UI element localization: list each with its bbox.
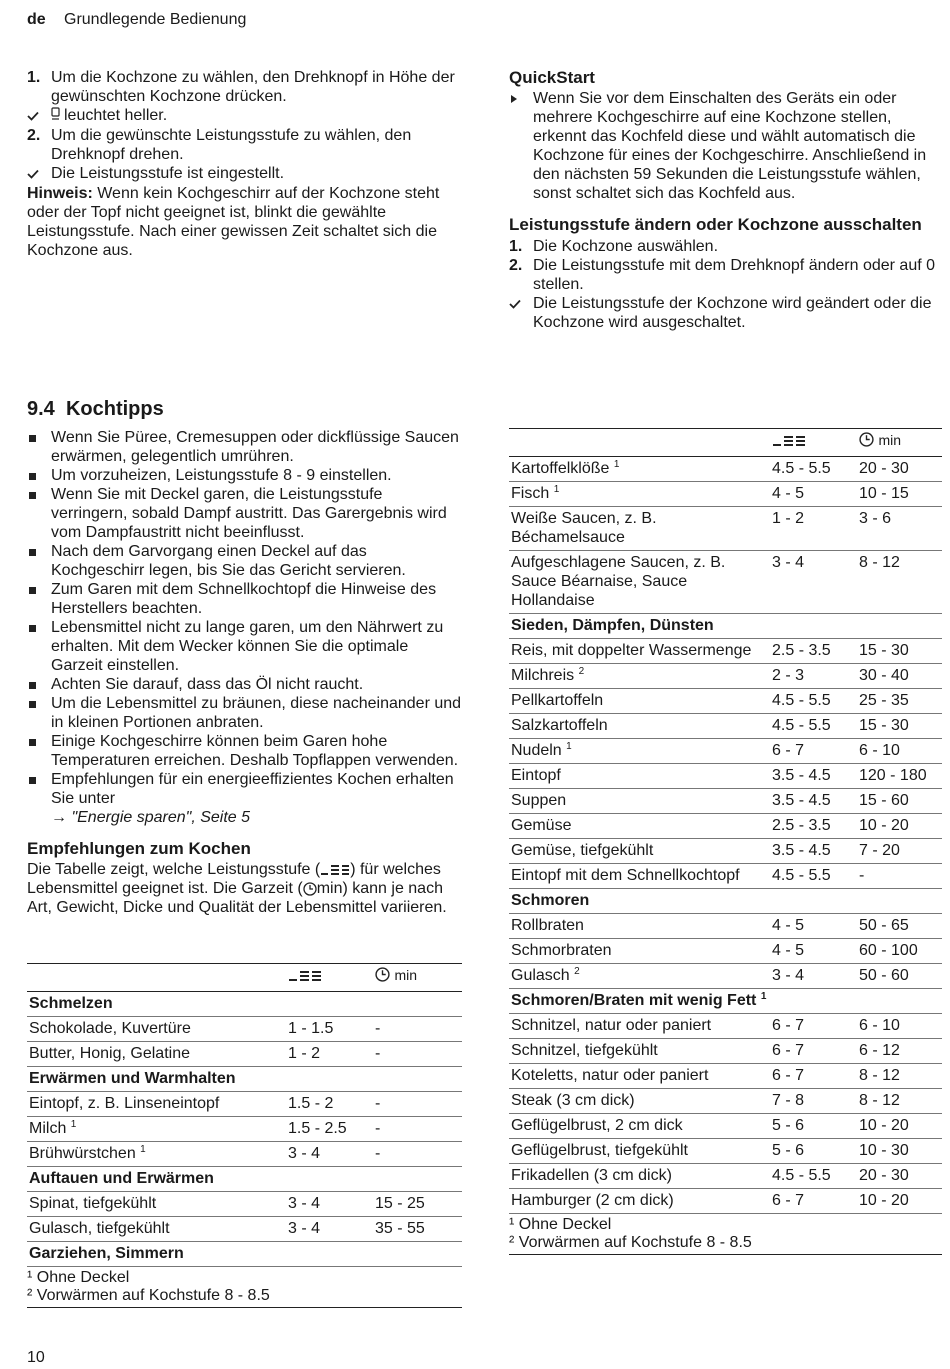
- tips-list: [27, 428, 463, 917]
- power-level-cell: 6 - 7: [770, 1064, 857, 1089]
- cooking-time-cell: 120 - 180: [857, 764, 942, 789]
- power-level-cell: 3 - 4: [770, 551, 857, 614]
- change-level-heading: Leistungsstufe ändern oder Kochzone ausschalten: [509, 215, 922, 234]
- table-row: Milchreis $^2$ 2 - 3 30 - 40: [509, 664, 942, 689]
- power-level-cell: 3 - 4: [770, 964, 857, 989]
- table-section-row: Auftauen und Erwärmen: [27, 1167, 462, 1192]
- food-cell: Frikadellen (3 cm dick): [511, 1167, 672, 1184]
- change-step-1: 1. Die Kochzone auswählen.: [509, 238, 719, 255]
- table-row: [27, 1092, 462, 1117]
- square-bullet-icon: [27, 618, 51, 675]
- cooking-time-cell: -: [373, 1092, 462, 1117]
- power-level-cell: 5 - 6: [770, 1139, 857, 1164]
- cooking-time-cell: -: [373, 1042, 462, 1067]
- power-level-cell: 2.5 - 3.5: [770, 814, 857, 839]
- square-bullet-icon: [27, 732, 51, 770]
- power-level-cell: 4.5 - 5.5: [770, 689, 857, 714]
- tip-item: Achten Sie darauf, dass das Öl nicht raucht.: [27, 675, 463, 694]
- food-cell: Gulasch: [511, 967, 570, 984]
- cooking-time-cell: 6 - 10: [857, 1014, 942, 1039]
- power-level-icon: [320, 864, 350, 876]
- power-level-icon: [288, 970, 322, 982]
- table-row: [509, 1064, 942, 1089]
- arrow-bullet-icon: [509, 89, 533, 203]
- table-row: Nudeln $^1$ 6 - 7 6 - 10: [509, 739, 942, 764]
- quickstart-section: [509, 68, 942, 332]
- footnote-2: ² Vorwärmen auf Kochstufe 8 - 8.5: [509, 1234, 752, 1251]
- food-cell: Hamburger (2 cm dick): [511, 1192, 674, 1209]
- food-cell: Nudeln: [511, 742, 562, 759]
- food-cell: Schokolade, Kuvertüre: [29, 1020, 191, 1037]
- food-cell: Gemüse: [511, 817, 572, 834]
- cooking-time-cell: 60 - 100: [857, 939, 942, 964]
- power-level-cell: 2.5 - 3.5: [770, 639, 857, 664]
- quickstart-heading: QuickStart: [509, 68, 595, 87]
- power-level-cell: 3.5 - 4.5: [770, 839, 857, 864]
- square-bullet-icon: [27, 542, 51, 580]
- checkmark-icon: [509, 294, 533, 332]
- cooking-time-cell: 15 - 25: [373, 1192, 462, 1217]
- power-level-cell: 6 - 7: [770, 739, 857, 764]
- power-level-cell: 6 - 7: [770, 1189, 857, 1214]
- table-section-row: Schmoren/Braten mit wenig Fett $^1$: [509, 989, 942, 1014]
- quickstart-item: Wenn Sie vor dem Einschalten des Geräts ein oder mehrere Kochgeschirre auf eine Kochzone stellen, erkennt das Kochfeld diese und wählt automatisch die Kochzone für eines der Kochgeschirre. Anschließend in den nächsten 59 Sekunden die Leistungsstufe wählen, sonst schaltet sich das Kochfeld aus.: [509, 89, 942, 203]
- food-cell: Reis, mit doppelter Wassermenge: [511, 642, 752, 659]
- cooking-time-cell: 6 - 10: [857, 739, 942, 764]
- square-bullet-icon: [27, 466, 51, 485]
- table-row: [509, 639, 942, 664]
- table-row: [27, 1217, 462, 1242]
- food-cell: Milchreis: [511, 667, 575, 684]
- food-cell: Eintopf, z. B. Linseneintopf: [29, 1095, 220, 1112]
- table-section-row: Erwärmen und Warmhalten: [27, 1067, 462, 1092]
- food-cell: Suppen: [511, 792, 567, 809]
- cooking-time-cell: 50 - 65: [857, 914, 942, 939]
- power-level-cell: 6 - 7: [770, 1039, 857, 1064]
- food-cell: Schnitzel, tiefgekühlt: [511, 1042, 658, 1059]
- cooking-time-cell: -: [373, 1117, 462, 1142]
- table-bottom-rule: [509, 1254, 942, 1255]
- cooking-time-cell: -: [857, 864, 942, 889]
- food-cell: Gemüse, tiefgekühlt: [511, 842, 654, 859]
- table-row: [509, 1164, 942, 1189]
- table-row: [509, 1014, 942, 1039]
- food-cell: Pellkartoffeln: [511, 692, 604, 709]
- square-bullet-icon: [27, 770, 51, 808]
- power-level-icon: [772, 435, 806, 447]
- cooking-time-cell: 35 - 55: [373, 1217, 462, 1242]
- cooking-time-cell: 3 - 6: [857, 507, 942, 551]
- power-level-cell: 1.5 - 2: [286, 1092, 373, 1117]
- food-cell: Weiße Saucen, z. B. Béchamelsauce: [511, 510, 657, 546]
- recommend-paragraph: Die Tabelle zeigt, welche Leistungsstufe ( ) für welches Lebensmittel geeignet ist. Die Garzeit ( min) kann je nach Art, Gewicht, Dicke und Qualität der Lebensmittel variieren.: [27, 861, 447, 916]
- table-section-row: Sieden, Dämpfen, Dünsten: [509, 614, 942, 639]
- footnote-1: ¹ Ohne Deckel: [27, 1269, 130, 1286]
- table-row: [27, 1192, 462, 1217]
- cooking-time-cell: 30 - 40: [857, 664, 942, 689]
- food-cell: Koteletts, natur oder paniert: [511, 1067, 709, 1084]
- square-bullet-icon: [27, 675, 51, 694]
- cooking-time-cell: 7 - 20: [857, 839, 942, 864]
- square-bullet-icon: [27, 694, 51, 732]
- cooking-table-right: [509, 428, 942, 1255]
- food-cell: Kartoffelklöße: [511, 460, 610, 477]
- table-row: [509, 1139, 942, 1164]
- clock-icon: [859, 432, 874, 447]
- result-1: leuchtet heller.: [27, 106, 463, 126]
- cooking-time-cell: 10 - 20: [857, 814, 942, 839]
- power-level-cell: 4.5 - 5.5: [770, 714, 857, 739]
- power-level-cell: 3.5 - 4.5: [770, 764, 857, 789]
- running-header-title: Grundlegende Bedienung: [64, 11, 247, 28]
- tip-item: Nach dem Garvorgang einen Deckel auf das Kochgeschirr legen, bis Sie das Gericht servieren.: [27, 542, 463, 580]
- tip-item: Empfehlungen für ein energieeffizientes Kochen erhalten Sie unter: [27, 770, 463, 808]
- cooking-table-left: [27, 963, 462, 1308]
- food-cell: Butter, Honig, Gelatine: [29, 1045, 190, 1062]
- table-row: [509, 914, 942, 939]
- power-level-cell: 1.5 - 2.5: [286, 1117, 373, 1142]
- power-level-cell: 4.5 - 5.5: [770, 457, 857, 482]
- footnote-1: ¹ Ohne Deckel: [509, 1216, 612, 1233]
- tip-item: Lebensmittel nicht zu lange garen, um den Nährwert zu erhalten. Mit dem Wecker können Sie die optimale Garzeit einstellen.: [27, 618, 463, 675]
- cooking-time-cell: 15 - 60: [857, 789, 942, 814]
- food-cell: Gulasch, tiefgekühlt: [29, 1220, 170, 1237]
- table-row: [509, 814, 942, 839]
- power-level-cell: 1 - 2: [770, 507, 857, 551]
- square-bullet-icon: [27, 580, 51, 618]
- table-row: [509, 1189, 942, 1214]
- cooking-time-cell: -: [373, 1142, 462, 1167]
- square-bullet-icon: [27, 428, 51, 466]
- cooking-time-cell: 10 - 20: [857, 1189, 942, 1214]
- table-row: Fisch $^1$ 4 - 5 10 - 15: [509, 482, 942, 507]
- power-level-cell: 1 - 1.5: [286, 1017, 373, 1042]
- cooking-time-cell: 10 - 30: [857, 1139, 942, 1164]
- cooking-time-cell: 20 - 30: [857, 1164, 942, 1189]
- recommend-heading: Empfehlungen zum Kochen: [27, 839, 251, 858]
- energy-saving-link[interactable]: → "Energie sparen", Seite 5: [51, 809, 251, 826]
- page-number: 10: [27, 1349, 45, 1366]
- cooking-time-cell: 8 - 12: [857, 551, 942, 614]
- tip-item: Um vorzuheizen, Leistungsstufe 8 - 9 einstellen.: [27, 466, 463, 485]
- table-section-row: Schmelzen: [27, 992, 462, 1017]
- power-level-cell: 7 - 8: [770, 1089, 857, 1114]
- power-level-cell: 1 - 2: [286, 1042, 373, 1067]
- cooking-time-cell: 8 - 12: [857, 1089, 942, 1114]
- food-cell: Brühwürstchen: [29, 1145, 136, 1162]
- table-row: [509, 1039, 942, 1064]
- food-cell: Geflügelbrust, tiefgekühlt: [511, 1142, 688, 1159]
- tip-item: Wenn Sie mit Deckel garen, die Leistungsstufe verringern, sobald Dampf austritt. Das Garergebnis wird vom Dampfaustritt nicht beeinflusst.: [27, 485, 463, 542]
- table-section-row: Garziehen, Simmern: [27, 1242, 462, 1267]
- change-result: Die Leistungsstufe der Kochzone wird geändert oder die Kochzone wird ausgeschaltet.: [509, 294, 942, 332]
- table-row: [509, 1114, 942, 1139]
- power-level-cell: 4.5 - 5.5: [770, 1164, 857, 1189]
- cooking-time-cell: 15 - 30: [857, 639, 942, 664]
- cooking-time-cell: 6 - 12: [857, 1039, 942, 1064]
- table-row: [509, 789, 942, 814]
- food-cell: Milch: [29, 1120, 67, 1137]
- footnote-2: ² Vorwärmen auf Kochstufe 8 - 8.5: [27, 1287, 270, 1304]
- table-row: Milch $^1$ 1.5 - 2.5 -: [27, 1117, 462, 1142]
- food-cell: Schmorbraten: [511, 942, 612, 959]
- tip-item: Wenn Sie Püree, Cremesuppen oder dickflüssige Saucen erwärmen, gelegentlich umrühren.: [27, 428, 463, 466]
- checkmark-icon: [27, 164, 51, 184]
- power-level-cell: 6 - 7: [770, 1014, 857, 1039]
- language-code: de: [27, 11, 46, 28]
- operation-steps: [27, 68, 463, 260]
- power-level-cell: 2 - 3: [770, 664, 857, 689]
- food-cell: Geflügelbrust, 2 cm dick: [511, 1117, 683, 1134]
- result-2: Die Leistungsstufe ist eingestellt.: [27, 164, 463, 184]
- step-2: 2. Um die gewünschte Leistungsstufe zu wählen, den Drehknopf drehen.: [27, 127, 412, 163]
- cooking-time-cell: 15 - 30: [857, 714, 942, 739]
- cooking-time-cell: 20 - 30: [857, 457, 942, 482]
- power-level-cell: 3 - 4: [286, 1192, 373, 1217]
- cooking-time-cell: -: [373, 1017, 462, 1042]
- power-level-cell: 4 - 5: [770, 482, 857, 507]
- table-row: [509, 764, 942, 789]
- table-header: min: [509, 429, 942, 457]
- tip-item: Einige Kochgeschirre können beim Garen hohe Temperaturen erreichen. Deshalb Topflappen verwenden.: [27, 732, 463, 770]
- change-step-2: 2. Die Leistungsstufe mit dem Drehknopf ändern oder auf 0 stellen.: [509, 257, 936, 293]
- section-heading: 9.4 Kochtipps: [27, 398, 164, 420]
- power-level-cell: 3.5 - 4.5: [770, 789, 857, 814]
- step-1: 1. Um die Kochzone zu wählen, den Drehknopf in Höhe der gewünschten Kochzone drücken.: [27, 69, 455, 105]
- cooking-time-cell: 10 - 15: [857, 482, 942, 507]
- table-row: [509, 839, 942, 864]
- cooking-time-cell: 50 - 60: [857, 964, 942, 989]
- table-bottom-rule: [27, 1307, 462, 1308]
- table-row: [509, 1089, 942, 1114]
- power-level-cell: 4 - 5: [770, 914, 857, 939]
- checkmark-icon: [27, 106, 51, 126]
- food-cell: Steak (3 cm dick): [511, 1092, 635, 1109]
- power-level-cell: 4 - 5: [770, 939, 857, 964]
- table-row: [509, 689, 942, 714]
- food-cell: Eintopf mit dem Schnellkochtopf: [511, 867, 740, 884]
- hint-paragraph: Hinweis: Wenn kein Kochgeschirr auf der Kochzone steht oder der Topf nicht geeignet ist, blinkt die gewählte Leistungsstufe. Nach einer gewissen Zeit schaltet sich die Kochzone aus.: [27, 185, 440, 259]
- table-row: [509, 551, 942, 614]
- power-level-cell: 3 - 4: [286, 1142, 373, 1167]
- table-row: [509, 714, 942, 739]
- display-indicator-icon: [51, 107, 60, 121]
- square-bullet-icon: [27, 485, 51, 542]
- table-row: Brühwürstchen $^1$ 3 - 4 -: [27, 1142, 462, 1167]
- tip-item: Zum Garen mit dem Schnellkochtopf die Hinweise des Herstellers beachten.: [27, 580, 463, 618]
- clock-icon: [303, 882, 317, 896]
- cooking-time-cell: 25 - 35: [857, 689, 942, 714]
- table-row: [27, 1042, 462, 1067]
- food-cell: Spinat, tiefgekühlt: [29, 1195, 157, 1212]
- food-cell: Rollbraten: [511, 917, 584, 934]
- food-cell: Schnitzel, natur oder paniert: [511, 1017, 712, 1034]
- food-cell: Eintopf: [511, 767, 561, 784]
- cooking-time-cell: 10 - 20: [857, 1114, 942, 1139]
- power-level-cell: 4.5 - 5.5: [770, 864, 857, 889]
- food-cell: Aufgeschlagene Saucen, z. B. Sauce Béarnaise, Sauce Hollandaise: [511, 554, 726, 609]
- table-row: [27, 1017, 462, 1042]
- tip-item: Um die Lebensmittel zu bräunen, diese nacheinander und in kleinen Portionen anbraten.: [27, 694, 463, 732]
- cooking-time-cell: 8 - 12: [857, 1064, 942, 1089]
- clock-icon: [375, 967, 390, 982]
- table-row: Gulasch $^2$ 3 - 4 50 - 60: [509, 964, 942, 989]
- power-level-cell: 5 - 6: [770, 1114, 857, 1139]
- table-row: [509, 939, 942, 964]
- table-row: [509, 864, 942, 889]
- table-row: [509, 507, 942, 551]
- food-cell: Fisch: [511, 485, 550, 502]
- table-row: Kartoffelklöße $^1$ 4.5 - 5.5 20 - 30: [509, 457, 942, 482]
- table-section-row: Schmoren: [509, 889, 942, 914]
- table-header: min: [27, 964, 462, 992]
- food-cell: Salzkartoffeln: [511, 717, 608, 734]
- power-level-cell: 3 - 4: [286, 1217, 373, 1242]
